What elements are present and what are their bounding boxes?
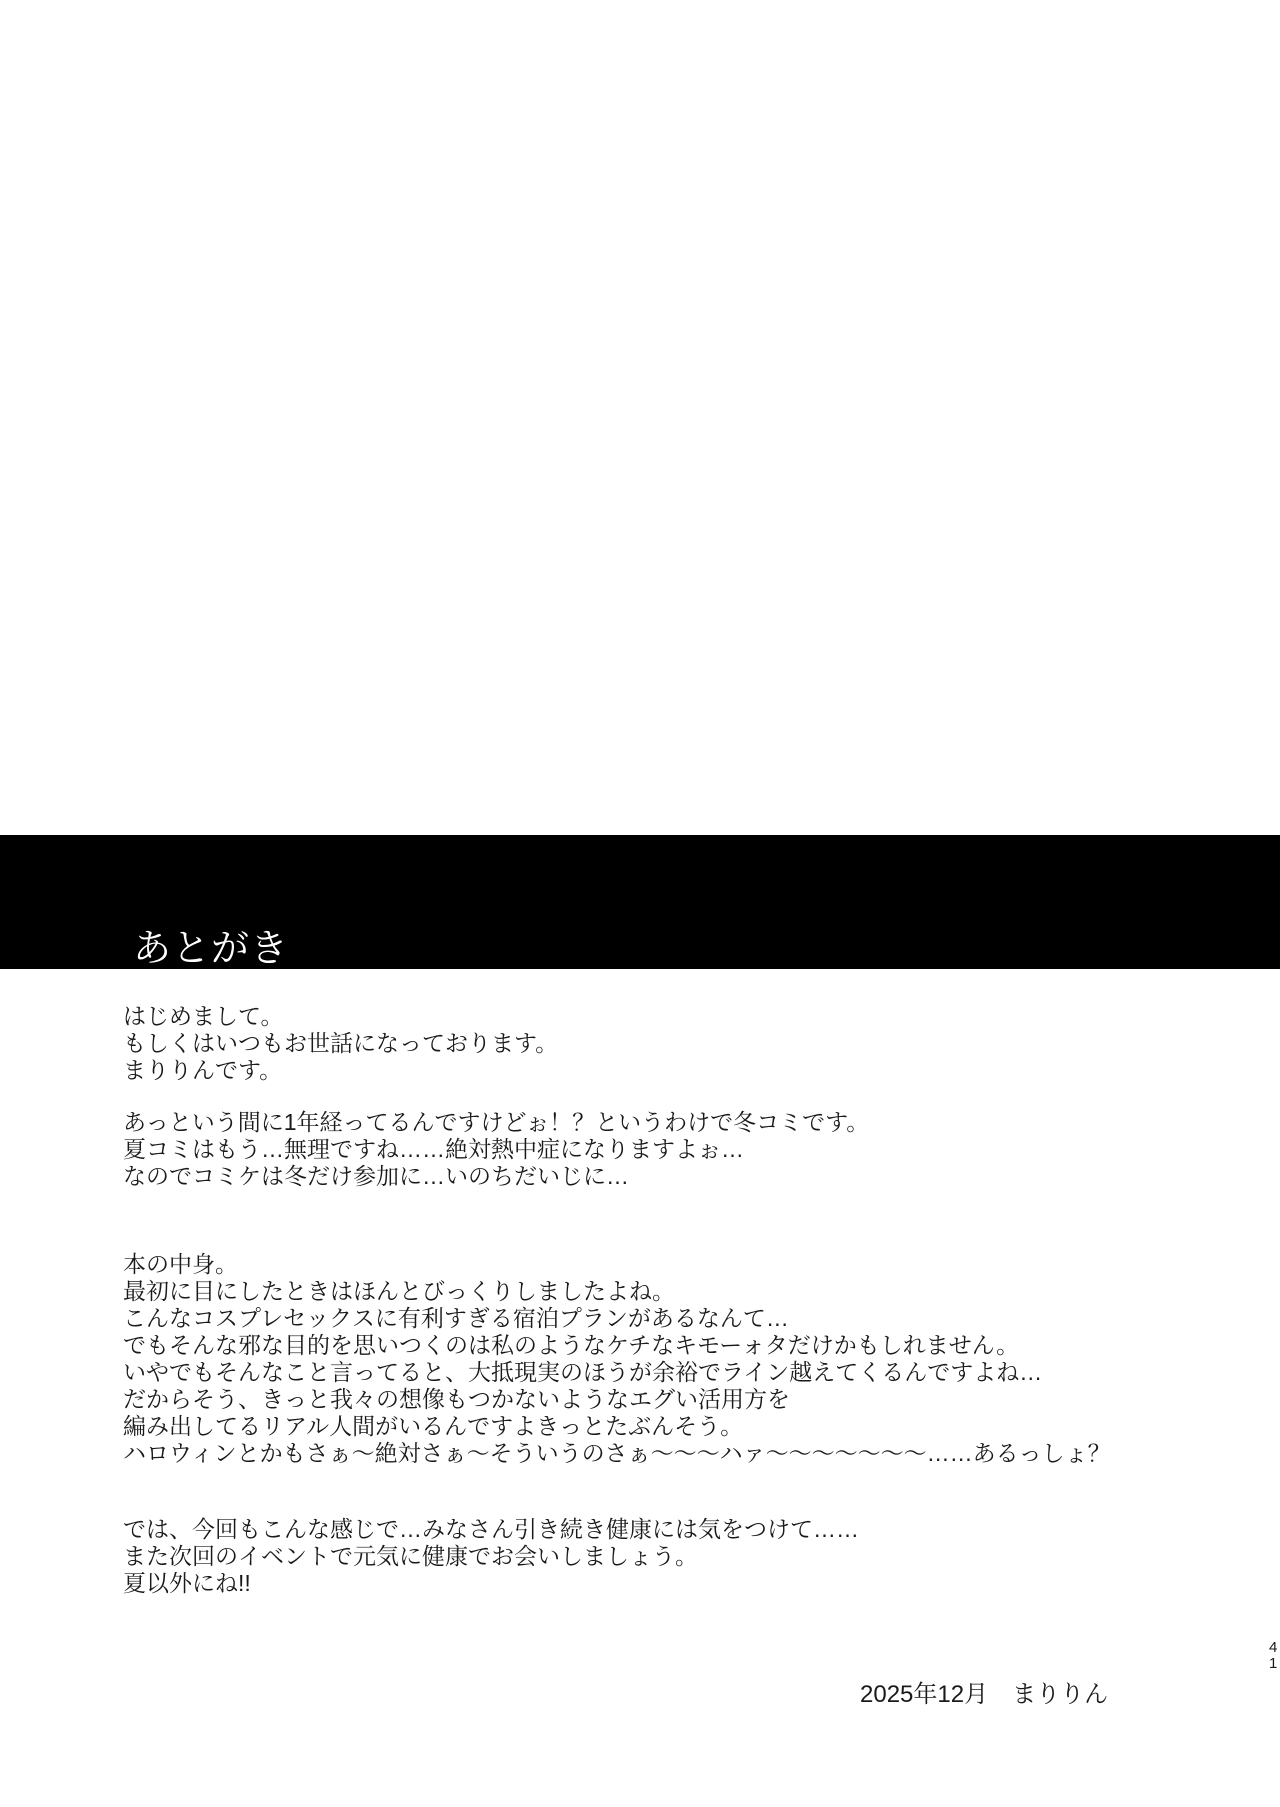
body-text-line: 本の中身。 — [123, 1251, 238, 1277]
body-text-line: 最初に目にしたときはほんとびっくりしましたよね。 — [123, 1278, 675, 1304]
body-text-line: 夏コミはもう…無理ですね……絶対熱中症になりますよぉ… — [123, 1136, 744, 1162]
closing-paragraph — [123, 1516, 859, 1597]
body-text-line: ハロウィンとかもさぁ～絶対さぁ～そういうのさぁ～～～ハァ～～～～～～～……あるっしょ？ — [123, 1440, 1111, 1466]
intro-paragraph — [123, 1003, 558, 1084]
body-text-line: なのでコミケは冬だけ参加に…いのちだいじに… — [123, 1163, 629, 1189]
page-number-digit: 4 — [1269, 1639, 1278, 1656]
body-text-line: もしくはいつもお世話になっております。 — [123, 1030, 559, 1056]
signature: 2025年12月 まりりん — [860, 1681, 1109, 1708]
body-text-line: 夏以外にね!! — [123, 1570, 251, 1596]
body-text-line: こんなコスプレセックスに有利すぎる宿泊プランがあるなんて… — [123, 1305, 789, 1331]
body-text-line: あっという間に1年経ってるんですけどぉ！？というわけで冬コミです。 — [123, 1109, 870, 1135]
body-text-line: また次回のイベントで元気に健康でお会いしましょう。 — [123, 1543, 698, 1569]
body-text-line: では、今回もこんな感じで…みなさん引き続き健康には気をつけて…… — [123, 1516, 859, 1542]
body-text-line: いやでもそんなこと言ってると、大抵現実のほうが余裕でライン越えてくるんですよね… — [123, 1359, 1043, 1385]
body-text-line: はじめまして。 — [123, 1003, 284, 1029]
body-text-line: でもそんな邪な目的を思いつくのは私のようなケチなキモーォタだけかもしれません。 — [123, 1332, 1020, 1358]
body-text-line: まりりんです。 — [123, 1057, 283, 1083]
page-title: あとがき — [133, 928, 290, 970]
book-content-paragraph — [123, 1251, 1111, 1467]
page-number-digit: 1 — [1269, 1655, 1278, 1672]
page-number — [1269, 1640, 1277, 1672]
comiket-paragraph — [123, 1109, 869, 1190]
body-text-line: 編み出してるリアル人間がいるんですよきっとたぶんそう。 — [123, 1413, 744, 1439]
body-text-line: だからそう、きっと我々の想像もつかないようなエグい活用方を — [123, 1386, 790, 1412]
